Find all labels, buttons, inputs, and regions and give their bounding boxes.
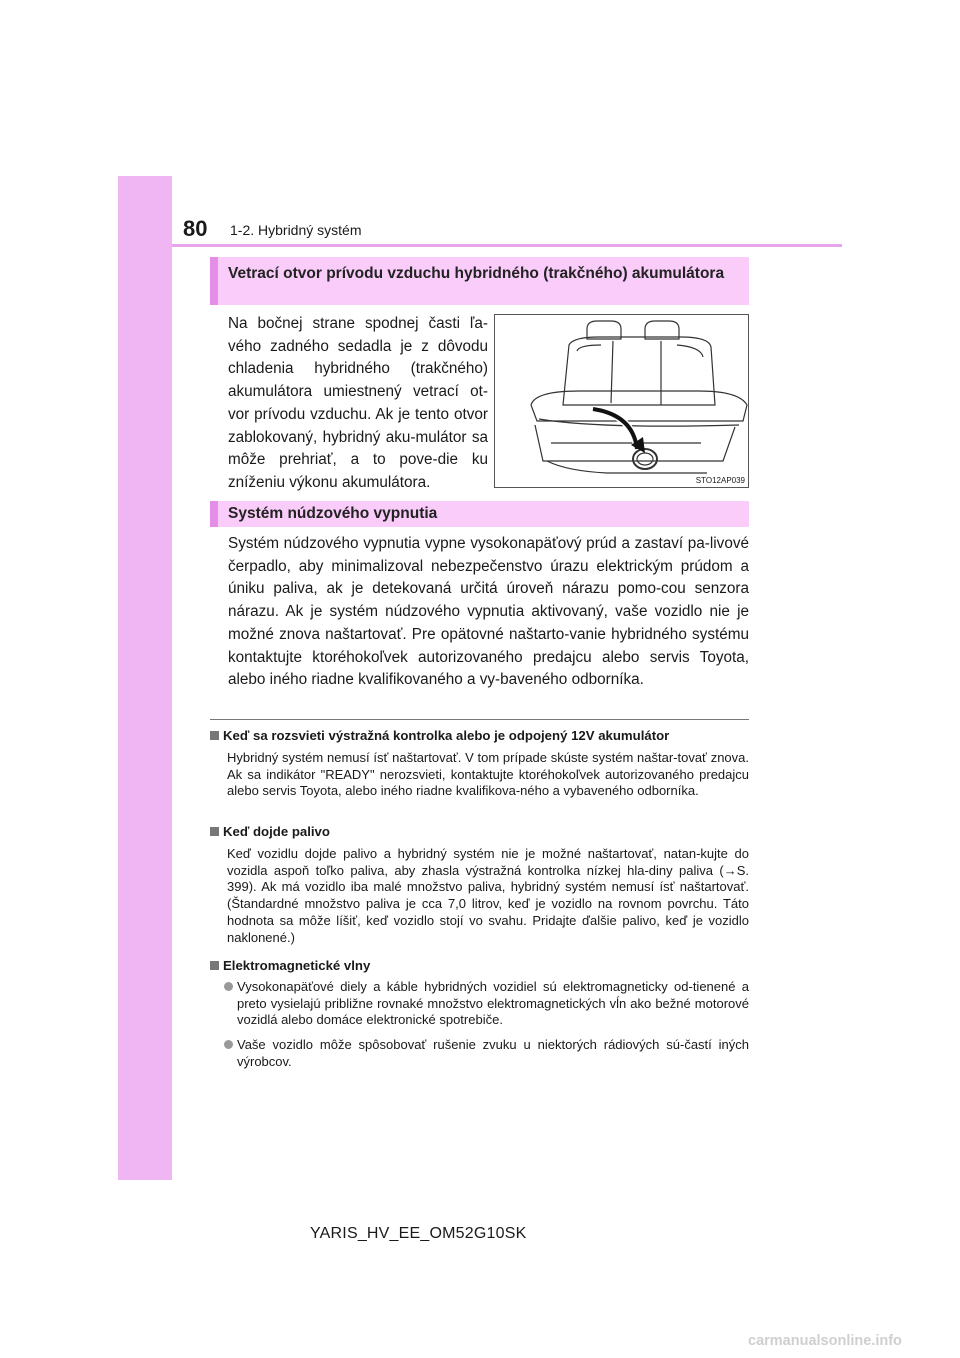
- section1-body: Na bočnej strane spodnej časti ľa-vého zadného sedadla je z dôvodu chladenia hybridného (trakčného) akumulátora umiestnený vetrací ot-vor prívodu vzduchu. Ak je tento otvor zablokovaný, hybridný aku-mulátor sa môže prehriať, a to pove-die ku zníženiu výkonu akumulátora.: [228, 315, 488, 491]
- notes-divider: [210, 719, 749, 720]
- note-body: Hybridný systém nemusí ísť naštartovať. V tom prípade skúste systém naštar-tovať znova. Ak sa indikátor "READY" nerozsvieti, kontaktujte ktoréhokoľvek autorizovaného predajcu alebo servis Toyota, alebo iného riadne kvalifikova-ného a vybaveného odborníka.: [227, 750, 749, 799]
- note-bullet: [210, 979, 749, 1029]
- note-heading: [210, 958, 370, 973]
- square-bullet-icon: [210, 731, 219, 740]
- watermark: carmanualsonline.info: [748, 1333, 902, 1349]
- page-number: 80: [183, 216, 208, 241]
- section-title: 1-2. Hybridný systém: [230, 222, 362, 238]
- circle-bullet-icon: [224, 1040, 233, 1049]
- rear-seat-illustration: [494, 314, 749, 488]
- note-heading: [210, 824, 330, 839]
- note-body: Keď vozidlu dojde palivo a hybridný systém nie je možné naštartovať, natan-kujte do vozidla aspoň toľko paliva, aby zhasla výstražná kontrolka nízkej hla-diny paliva (→S. 399). Ak má vozidlo iba malé množstvo paliva, hybridný systém nemusí ísť naštartovať. (Štandardné množstvo paliva je cca 7,0 litrov, keď je vozidlo na rovnom povrchu. Táto hodnota sa môže líšiť, keď vozidlo stojí vo svahu. Pridajte ďalšie palivo, keď je vozidlo naklonené.): [227, 846, 749, 945]
- circle-bullet-icon: [224, 982, 233, 991]
- document-code: YARIS_HV_EE_OM52G10SK: [310, 1225, 527, 1242]
- square-bullet-icon: [210, 827, 219, 836]
- note-title: Keď dojde palivo: [223, 824, 330, 839]
- section2-heading: Systém núdzového vypnutia: [210, 501, 749, 527]
- header-rule: [172, 244, 842, 247]
- note-title: Keď sa rozsvieti výstražná kontrolka alebo je odpojený 12V akumulátor: [223, 728, 670, 743]
- bullet-text: Vaše vozidlo môže spôsobovať rušenie zvuku u niektorých rádiových sú-častí iných výrobcov.: [237, 1037, 749, 1069]
- bullet-text: Vysokonapäťové diely a káble hybridných vozidiel sú elektromagneticky od-tienené a preto vysielajú približne rovnaké množstvo elektromagnetických vĺn ako bežné motorové vozidlá alebo domáce elektronické spotrebiče.: [237, 979, 749, 1028]
- note-bullet: [210, 1037, 749, 1070]
- note-heading: [210, 728, 669, 743]
- section1-heading: Vetrací otvor prívodu vzduchu hybridného (trakčného) akumulátora: [210, 257, 749, 305]
- figure-code: STO12AP039: [695, 476, 745, 485]
- note-title: Elektromagnetické vlny: [223, 958, 371, 973]
- rear-seat-drawing: [495, 315, 748, 487]
- section2-body: Systém núdzového vypnutia vypne vysokonapäťový prúd a zastaví pa-livové čerpadlo, aby minimalizoval nebezpečenstvo úrazu elektrickým prúdom a úniku paliva, ak je detekovaná určitá úroveň nárazu pomo-cou senzora nárazu. Ak je systém núdzového vypnutia aktivovaný, vaše vozidlo nie je možné znova naštartovať. Pre opätovné naštarto-vanie hybridného systému kontaktujte ktoréhokoľvek autorizovaného predajcu alebo servis Toyota, alebo iného riadne kvalifikovaného a vy-baveného odborníka.: [228, 535, 749, 689]
- chapter-sidebar: [118, 176, 172, 1180]
- square-bullet-icon: [210, 961, 219, 970]
